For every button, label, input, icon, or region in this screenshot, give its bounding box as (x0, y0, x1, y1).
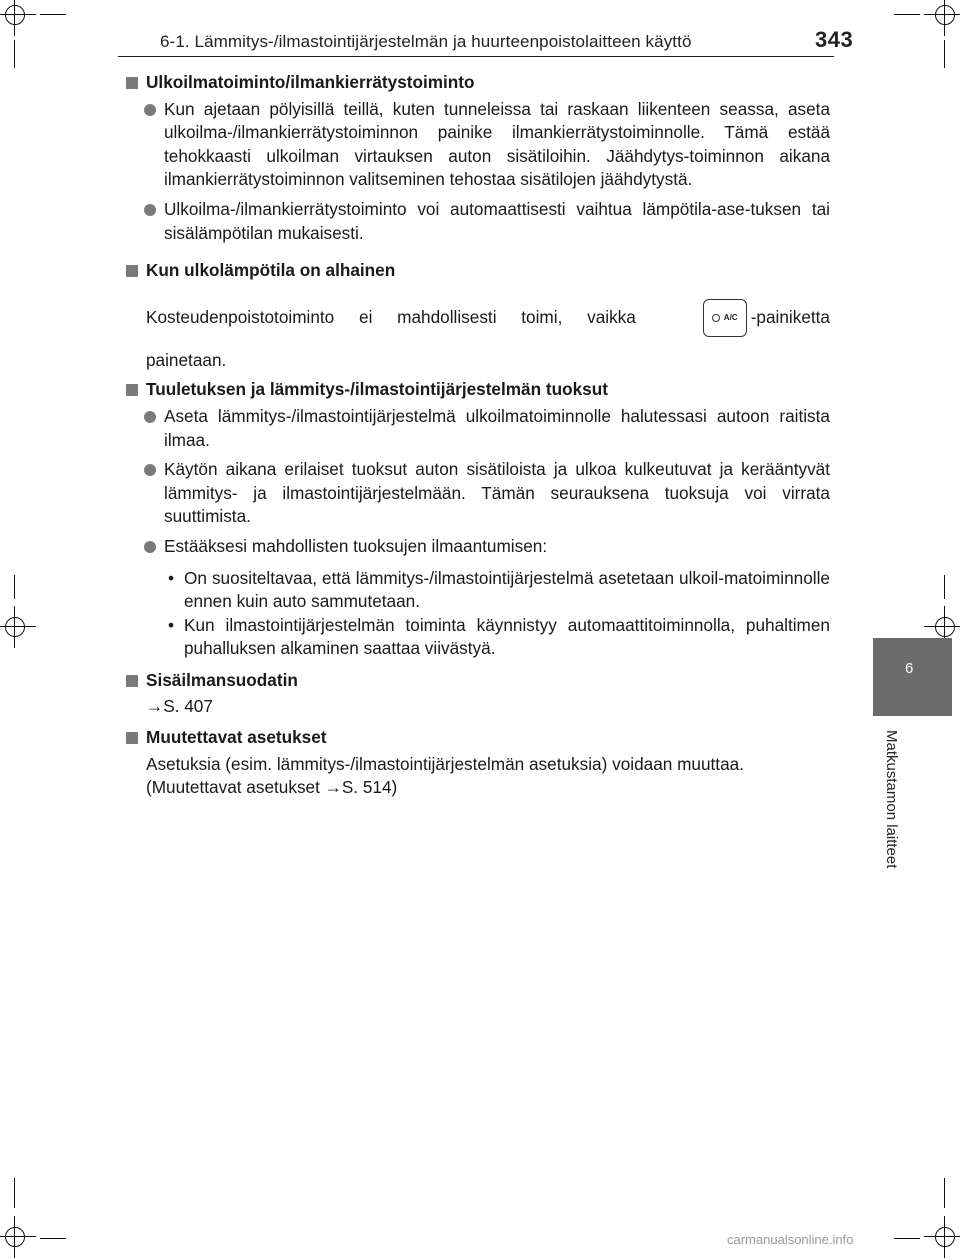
sub-list-item: • Kun ilmastointijärjestelmän toiminta käynnistyy automaattitoiminnolla, puhaltimen puhalluksen alkaminen saattaa viivästyä. (168, 614, 830, 659)
registration-mark-mid-left (0, 612, 30, 642)
sub-list-item: • On suositeltavaa, että lämmitys-/ilmastointijärjestelmä asetetaan ulkoil-matoiminnolle ennen kuin auto sammutetaan. (168, 567, 830, 612)
paragraph-text: Asetuksia (esim. lämmitys-/ilmastointijärjestelmän asetuksia) voidaan muuttaa. (146, 753, 744, 774)
circle-bullet-icon (144, 204, 156, 216)
ac-paragraph (126, 299, 830, 337)
crop-line (14, 40, 15, 68)
square-bullet-icon (126, 265, 138, 277)
header-rule (118, 56, 834, 57)
crop-line (944, 1178, 945, 1208)
registration-mark-top-left (0, 0, 30, 30)
square-bullet-icon (126, 77, 138, 89)
circle-bullet-icon (144, 411, 156, 423)
page-content (126, 71, 830, 800)
section-heading: Kun ulkolämpötila on alhainen (126, 259, 830, 283)
square-bullet-icon (126, 675, 138, 687)
chapter-number: 6 (905, 660, 914, 677)
circle-bullet-icon (144, 541, 156, 553)
section-heading: Tuuletuksen ja lämmitys-/ilmastointijärjestelmän tuoksut (126, 378, 830, 402)
circle-bullet-icon (144, 104, 156, 116)
paragraph-text: (Muutettavat asetukset →S. 514) (146, 777, 398, 798)
ac-button-icon: A/C (703, 299, 747, 337)
square-bullet-icon (126, 384, 138, 396)
watermark: carmanualsonline.info (727, 1232, 854, 1247)
crop-line (944, 575, 945, 599)
page-number: 343 (815, 27, 854, 52)
paragraph-text: -painiketta (750, 306, 830, 327)
indicator-light-icon (712, 314, 720, 322)
crop-line (40, 1238, 66, 1239)
paragraph-text: Kosteudenpoistotoiminto ei mahdollisesti toimi, vaikka (146, 306, 636, 327)
paragraph-text: painetaan. (146, 349, 227, 370)
crop-line (14, 1178, 15, 1208)
chapter-label: Matkustamon laitteet (883, 730, 900, 869)
section-heading: Sisäilmansuodatin (126, 669, 830, 693)
circle-bullet-icon (144, 464, 156, 476)
list-item: Kun ajetaan pölyisillä teillä, kuten tunneleissa tai raskaan liikenteen seassa, aseta ulkoilma-/ilmankierrätystoiminnon painike ilmankierrätystoiminnolle. Tämä estää tehokkaasti ulkoilman virtauksen auton sisätiloihin. Jäähdytys-toiminnon aikana ilmankierrätystoiminnon valitseminen tehostaa sisätilojen jäähdytystä. (126, 98, 830, 192)
registration-mark-bottom-right (930, 1222, 960, 1252)
crop-line (894, 14, 920, 15)
crop-line (944, 40, 945, 68)
registration-mark-top-right (930, 0, 960, 30)
list-item: Käytön aikana erilaiset tuoksut auton sisätiloista ja ulkoa kulkeutuvat ja kerääntyvät lämmitys- ja ilmastointijärjestelmään. Tämän seurauksena tuoksuja voi virrata suuttimista. (126, 458, 830, 529)
list-item: Estääksesi mahdollisten tuoksujen ilmaantumisen: (126, 535, 830, 559)
crop-line (40, 14, 66, 15)
chapter-tab (873, 638, 952, 716)
section-heading: Ulkoilmatoiminto/ilmankierrätystoiminto (126, 71, 830, 95)
running-header: 6-1. Lämmitys-/ilmastointijärjestelmän ja huurteenpoistolaitteen käyttö (160, 32, 692, 51)
registration-mark-bottom-left (0, 1222, 30, 1252)
square-bullet-icon (126, 732, 138, 744)
page-reference: →S. 407 (146, 696, 213, 717)
crop-line (14, 575, 15, 599)
list-item: Aseta lämmitys-/ilmastointijärjestelmä ulkoilmatoiminnolle halutessasi autoon raitista ilmaa. (126, 405, 830, 452)
crop-line (894, 1238, 920, 1239)
section-heading: Muutettavat asetukset (126, 726, 830, 750)
list-item: Ulkoilma-/ilmankierrätystoiminto voi automaattisesti vaihtua lämpötila-ase-tuksen tai sisälämpötilan mukaisesti. (126, 198, 830, 245)
